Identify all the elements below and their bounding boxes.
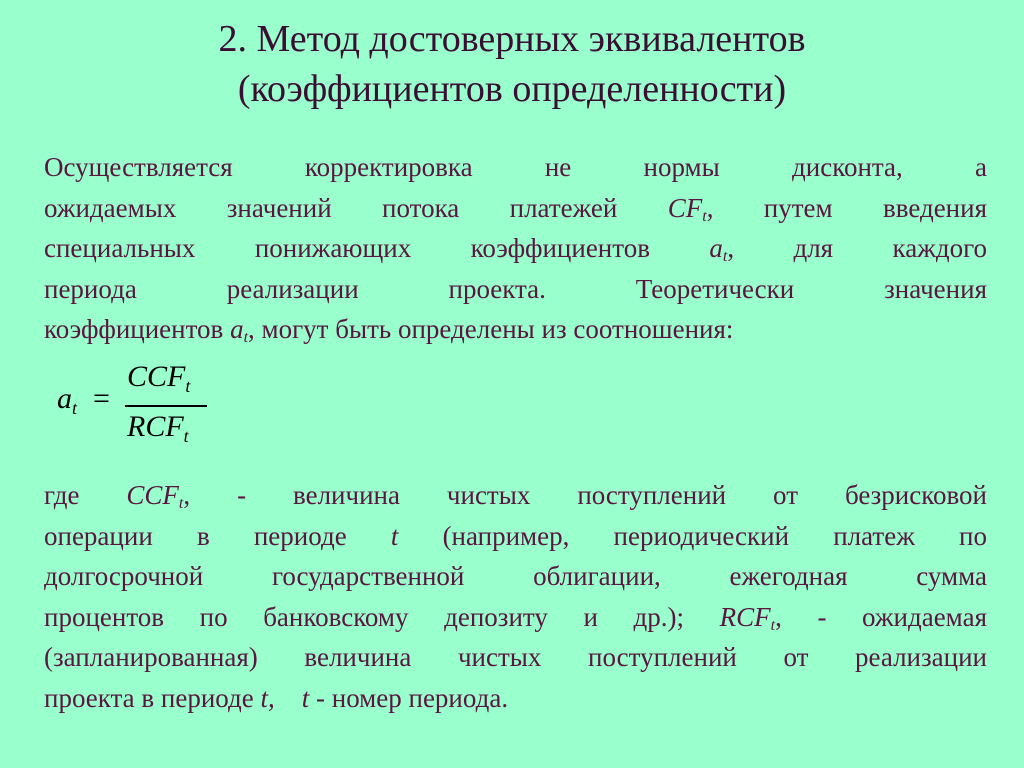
- text-run: - номер периода.: [309, 682, 509, 713]
- spacer: [275, 683, 302, 713]
- text-run: RCF: [719, 601, 771, 632]
- text-run: a: [230, 314, 244, 344]
- text-run: (например, периодический платеж по: [398, 520, 987, 551]
- variable-t: t,: [260, 682, 275, 713]
- paragraph-line: [44, 309, 987, 350]
- text-run: CCF: [127, 360, 186, 393]
- subscript: t: [770, 616, 776, 634]
- text-run: a: [57, 382, 72, 415]
- fraction-bar: [125, 405, 207, 407]
- text-run: процентов по банковскому депозиту и др.);: [44, 601, 720, 632]
- text-run: коэффициентов: [44, 314, 231, 344]
- title-line-2: (коэффициентов определенности): [237, 68, 787, 110]
- variable-a: [709, 233, 727, 263]
- text-run: a: [709, 233, 723, 263]
- paragraph-line: (запланированная) величина чистых поступлений от реализации: [44, 642, 987, 672]
- subscript: t: [243, 329, 249, 346]
- variable-a: [230, 314, 248, 344]
- text-run: , - ожидаемая: [775, 601, 987, 632]
- formula-equals: =: [93, 382, 110, 415]
- subscript: t: [183, 426, 189, 446]
- paragraph-line: [44, 228, 987, 269]
- paragraph-line: [44, 475, 987, 516]
- subscript: t: [185, 376, 191, 396]
- subscript: t: [702, 207, 707, 225]
- paragraph-line: [44, 188, 987, 229]
- variable-ccf: [126, 480, 183, 510]
- text-run: специальных понижающих коэффициентов: [44, 233, 710, 263]
- paragraph-line: [44, 678, 987, 719]
- text-run: , - величина чистых поступлений от безрисковой: [183, 480, 988, 510]
- text-run: операции в периоде: [44, 520, 391, 551]
- subscript: t: [178, 495, 184, 512]
- paragraph-line: долгосрочной государственной облигации, ежегодная сумма: [44, 561, 987, 591]
- text-run: проекта в периоде: [44, 682, 261, 713]
- text-run: , могут быть определены из соотношения:: [248, 314, 734, 344]
- paragraph-line: [44, 597, 987, 638]
- paragraph-line: периода реализации проекта. Теоретически значения: [44, 273, 987, 304]
- formula-numerator: [127, 360, 190, 394]
- text-run: CCF: [126, 480, 179, 510]
- paragraph-line: Осуществляется корректировка не нормы дисконта, а: [44, 152, 987, 182]
- formula-denominator: [127, 410, 189, 444]
- variable-t: t: [390, 520, 399, 551]
- paragraph-line: [44, 516, 987, 557]
- text-run: , для каждого: [727, 233, 987, 263]
- definitions-paragraph: [44, 475, 987, 718]
- title-line-1: 2. Метод достоверных эквивалентов: [218, 18, 806, 60]
- text-run: ожидаемых значений потока платежей: [44, 192, 668, 223]
- slide-title: [0, 14, 1024, 114]
- subscript: t: [722, 248, 728, 265]
- variable-rcf: [720, 602, 775, 632]
- text-run: где: [44, 480, 127, 510]
- variable-cf: [668, 193, 707, 223]
- text-run: RCF: [127, 410, 184, 443]
- text-run: , путем введения: [706, 192, 987, 223]
- subscript: t: [72, 398, 78, 418]
- formula-lhs: [57, 382, 77, 416]
- variable-t: t: [301, 682, 310, 713]
- formula: [57, 360, 217, 456]
- description-paragraph: [44, 147, 987, 350]
- text-run: CF: [667, 192, 703, 223]
